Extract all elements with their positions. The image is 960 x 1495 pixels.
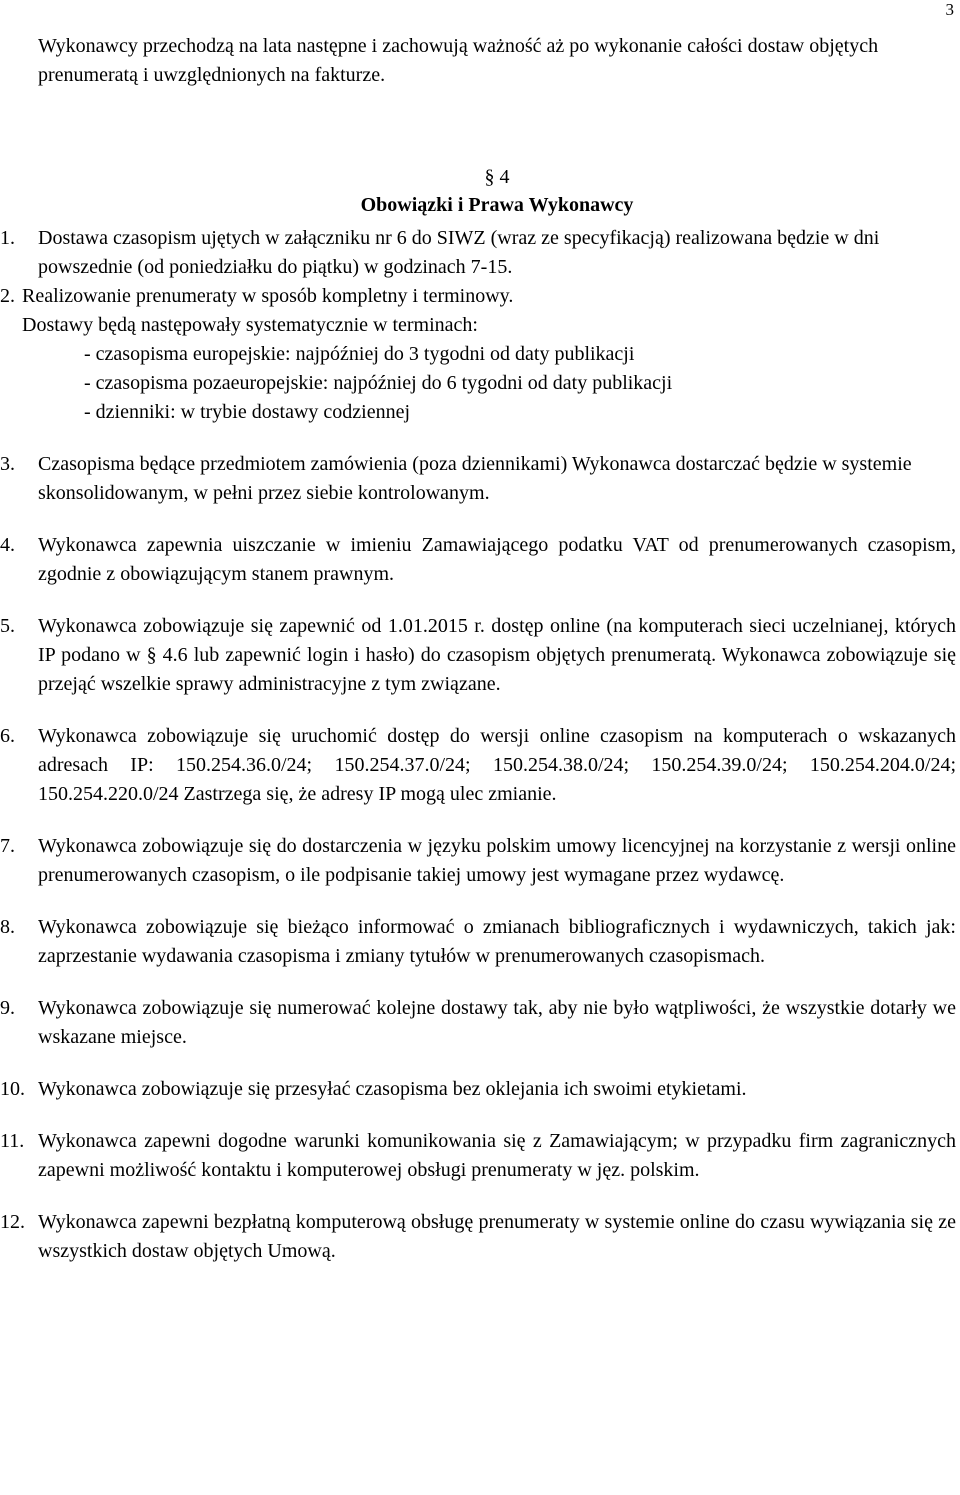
item-text: Wykonawca zapewni bezpłatną komputerową obsługę prenumeraty w systemie online do czasu wywiązania się ze wszystkich dostaw objętych Umową. [38, 1211, 956, 1262]
document-body [0, 32, 956, 1266]
section-number: § 4 [484, 166, 510, 188]
item-text: Wykonawca zobowiązuje się przesyłać czasopisma bez oklejania ich swoimi etykietami. [38, 1078, 747, 1100]
intro-paragraph: Wykonawcy przechodzą na lata następne i zachowują ważność aż po wykonanie całości dostaw objętych prenumeratą i uwzględnionych na fakturze. [38, 35, 879, 86]
item-number: 5. [0, 615, 15, 637]
list-item-5 [0, 612, 956, 699]
section-title: Obowiązki i Prawa Wykonawcy [360, 194, 634, 216]
item-text: Wykonawca zobowiązuje się uruchomić dostęp do wersji online czasopism na komputerach o wskazanych adresach IP: 150.254.36.0/24; 150.254.37.0/24; 150.254.38.0/24; 150.254.39.0/24; 150.254.204.0/24; 150.254.220.0/24 Zastrzega się, że adresy IP mogą ulec zmianie. [38, 725, 956, 805]
list-item-3 [0, 450, 956, 508]
item-number: 9. [0, 997, 15, 1019]
list-item-12 [0, 1208, 956, 1266]
deliveries-list [0, 340, 956, 427]
list-item-4 [0, 531, 956, 589]
deliveries-intro: Dostawy będą następowały systematycznie w terminach: [22, 314, 478, 336]
list-item: - czasopisma pozaeuropejskie: najpóźniej do 6 tygodni od daty publikacji [84, 372, 673, 394]
item-number: 10. [0, 1078, 25, 1100]
item-number: 2. [0, 285, 15, 307]
list-item-8 [0, 913, 956, 971]
item-text: Realizowanie prenumeraty w sposób kompletny i terminowy. [22, 285, 514, 307]
item-number: 8. [0, 916, 15, 938]
page-number: 3 [945, 0, 954, 19]
list-item-7 [0, 832, 956, 890]
item-text: Wykonawca zobowiązuje się numerować kolejne dostawy tak, aby nie było wątpliwości, że wszystkie dotarły we wskazane miejsce. [38, 997, 956, 1048]
list-item-6 [0, 722, 956, 809]
item-text: Wykonawca zobowiązuje się zapewnić od 1.01.2015 r. dostęp online (na komputerach sieci uczelnianej, których IP podano w § 4.6 lub zapewnić login i hasło) do czasopism objętych prenumeratą. Wykonawca zobowiązuje się przejąć wszelkie sprawy administracyjne z tym związane. [38, 615, 956, 695]
item-text: Wykonawca zobowiązuje się bieżąco informować o zmianach bibliograficznych i wydawniczych, takich jak: zaprzestanie wydawania czasopisma i zmiany tytułów w prenumerowanych czasopismach. [38, 916, 956, 967]
list-item: - czasopisma europejskie: najpóźniej do 3 tygodni od daty publikacji [84, 343, 635, 365]
item-number: 4. [0, 534, 15, 556]
item-number: 6. [0, 725, 15, 747]
item-text: Wykonawca zobowiązuje się do dostarczenia w języku polskim umowy licencyjnej na korzystanie z wersji online prenumerowanych czasopism, o ile podpisanie takiej umowy jest wymagane przez wydawcę. [38, 835, 956, 886]
item-text: Czasopisma będące przedmiotem zamówienia (poza dziennikami) Wykonawca dostarczać będzie w systemie skonsolidowanym, w pełni przez siebie kontrolowanym. [38, 453, 912, 504]
list-item-2 [0, 282, 956, 311]
item-number: 12. [0, 1211, 25, 1233]
item-text: Dostawa czasopism ujętych w załączniku nr 6 do SIWZ (wraz ze specyfikacją) realizowana będzie w dni powszednie (od poniedziałku do piątku) w godzinach 7-15. [38, 227, 880, 278]
list-item-10 [0, 1075, 956, 1104]
item-number: 11. [0, 1130, 25, 1152]
list-item-1 [0, 224, 956, 282]
section-heading [38, 163, 956, 219]
item-number: 1. [0, 227, 15, 249]
item-number: 3. [0, 453, 15, 475]
list-item-11 [0, 1127, 956, 1185]
item-text: Wykonawca zapewnia uiszczanie w imieniu Zamawiającego podatku VAT od prenumerowanych czasopism, zgodnie z obowiązującym stanem prawnym. [38, 534, 956, 585]
item-text: Wykonawca zapewni dogodne warunki komunikowania się z Zamawiającym; w przypadku firm zagranicznych zapewni możliwość kontaktu i komputerowej obsługi prenumeraty w jęz. polskim. [38, 1130, 956, 1181]
deliveries-block [22, 311, 956, 427]
list-item-9 [0, 994, 956, 1052]
list-item: - dzienniki: w trybie dostawy codziennej [84, 401, 411, 423]
item-number: 7. [0, 835, 15, 857]
